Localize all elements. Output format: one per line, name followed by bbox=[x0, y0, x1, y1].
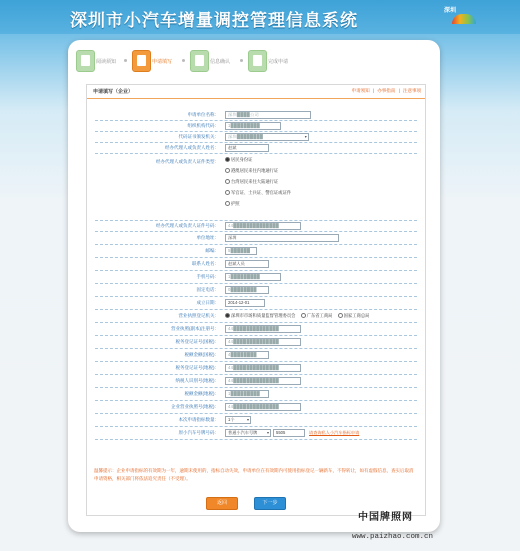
org-code-input[interactable]: 1█████████ bbox=[225, 122, 281, 130]
link-application-notice[interactable]: 申请须知 bbox=[351, 88, 370, 93]
radio-icon bbox=[225, 190, 230, 195]
step-indicator bbox=[76, 46, 376, 76]
agent-id-number-input[interactable]: 44██████████████ bbox=[225, 222, 301, 230]
site-title: 深圳市小汽车增量调控管理信息系统 bbox=[70, 11, 358, 30]
form-row-agent-id-type bbox=[95, 153, 417, 221]
business-license-local-input[interactable]: 44██████████████ bbox=[225, 403, 301, 411]
field-label: 经办代理人或负责人证件号码： bbox=[156, 223, 219, 228]
watermark-title: 中国牌照网 bbox=[358, 512, 413, 523]
next-button[interactable]: 下一步 bbox=[254, 497, 286, 510]
field-label: 税额金额(国税)： bbox=[184, 352, 219, 357]
id-type-option[interactable]: 军官证、士兵证、警官证或证件 bbox=[225, 190, 291, 201]
local-tax-no-input[interactable]: 44██████████████ bbox=[225, 364, 301, 372]
local-tax-amount-input[interactable]: 1█████████ bbox=[225, 390, 269, 398]
field-label: 营业执照登记机关： bbox=[178, 313, 219, 318]
field-label: 组织机构代码： bbox=[187, 123, 219, 128]
form-row-local-taxpayer-id bbox=[95, 374, 417, 388]
watermark-url: www.paizhao.com.cn bbox=[352, 533, 434, 541]
id-type-option[interactable]: 台湾居民来往大陆通行证 bbox=[225, 179, 291, 190]
application-form-panel bbox=[86, 84, 426, 516]
edit-icon bbox=[132, 50, 151, 72]
logo bbox=[444, 5, 482, 27]
postcode-input[interactable]: 5██████ bbox=[225, 247, 257, 255]
step-label: 阅读须知 bbox=[96, 59, 117, 65]
checkmark-icon bbox=[248, 50, 267, 72]
field-label: 税额金额(地税)： bbox=[184, 391, 219, 396]
license-authority-option[interactable]: 国家工商总局 bbox=[338, 313, 370, 318]
field-label: 原小汽车号牌号码： bbox=[178, 430, 219, 435]
field-label: 税务登记证号(国税)： bbox=[175, 339, 219, 344]
form-row-quota-count bbox=[95, 413, 417, 427]
field-label: 代码证书颁发机关： bbox=[178, 134, 219, 139]
form-row-phone bbox=[95, 283, 417, 297]
field-label: 企业营业执照号(地税)： bbox=[171, 404, 219, 409]
field-label: 纳税人识别号(地税)： bbox=[175, 378, 219, 383]
license-authority-option[interactable]: 深圳市市场和质量监督管理委员会 bbox=[225, 313, 295, 318]
company-name-input[interactable]: 深圳████公司 bbox=[225, 111, 311, 119]
form-row-contact-name bbox=[95, 257, 417, 271]
step-separator bbox=[240, 59, 243, 62]
form-row-mobile bbox=[95, 270, 417, 284]
step-label: 完成申请 bbox=[268, 59, 289, 65]
license-authority-option[interactable]: 广东省工商局 bbox=[301, 313, 333, 318]
form-row-national-tax-no bbox=[95, 335, 417, 349]
logo-icon bbox=[452, 14, 476, 24]
form-row-national-tax-amount bbox=[95, 348, 417, 362]
local-taxpayer-id-input[interactable]: 44██████████████ bbox=[225, 377, 301, 385]
national-tax-amount-input[interactable]: 4████████ bbox=[225, 351, 269, 359]
radio-icon bbox=[338, 313, 343, 318]
id-type-radio-group bbox=[225, 157, 291, 212]
radio-icon bbox=[225, 201, 230, 206]
mobile-input[interactable]: 1█████████ bbox=[225, 273, 281, 281]
field-label: 固定电话： bbox=[196, 287, 219, 292]
id-type-option[interactable]: 护照 bbox=[225, 201, 291, 212]
cert-authority-select[interactable]: 深圳████████ ▾ bbox=[225, 133, 309, 141]
form-row-local-tax-amount bbox=[95, 387, 417, 401]
address-input[interactable]: 深圳 bbox=[225, 234, 339, 242]
link-separator: | bbox=[372, 88, 375, 93]
id-type-option[interactable]: 港澳居民来往内地通行证 bbox=[225, 168, 291, 179]
panel-header bbox=[87, 85, 425, 99]
field-label: 申请单位名称： bbox=[187, 112, 219, 117]
panel-title: 申请填写（企业） bbox=[93, 89, 134, 95]
form-row-postcode bbox=[95, 244, 417, 258]
step-label: 信息确认 bbox=[210, 59, 231, 65]
printer-icon bbox=[190, 50, 209, 72]
link-guide[interactable]: 办事指南 bbox=[377, 88, 396, 93]
step-label: 申请填写 bbox=[152, 59, 173, 65]
radio-icon bbox=[225, 168, 230, 173]
notice-text: 温馨提示：企业申请指标的有效期为一年，逾期未使用的，指标自动失效，申请单位在有效期内可使用指标登记一辆新车，不得转让，如有虚假信息，查实后取消申请资格，相关部门将依法追究责任（不受理）。 bbox=[94, 468, 414, 481]
link-notes[interactable]: 注意事项 bbox=[403, 88, 421, 93]
phone-input[interactable]: 0████████ bbox=[225, 286, 269, 294]
license-number-input[interactable]: 44██████████████ bbox=[225, 325, 301, 333]
national-tax-no-input[interactable]: 44██████████████ bbox=[225, 338, 301, 346]
step-separator bbox=[182, 59, 185, 62]
founding-date-input[interactable]: 2014-12-01 bbox=[225, 299, 265, 307]
link-separator: | bbox=[398, 88, 400, 93]
field-label: 税务登记证号(地税)： bbox=[175, 365, 219, 370]
contact-name-input[interactable]: 赵斌人员 bbox=[225, 260, 269, 268]
license-authority-radio-group bbox=[225, 313, 373, 319]
logo-text: 深圳 bbox=[444, 8, 457, 14]
form-row-old-plate bbox=[95, 426, 417, 440]
panel-links bbox=[350, 88, 421, 94]
back-button[interactable]: 返回 bbox=[206, 497, 238, 510]
form-row-business-license-local bbox=[95, 400, 417, 414]
plate-type-select[interactable]: 普通小汽车号牌 ▾ bbox=[225, 429, 271, 437]
field-label: 成立日期： bbox=[196, 300, 219, 305]
field-label: 经办代理人或负责人证件类型： bbox=[156, 159, 219, 164]
form-row-founding-date bbox=[95, 296, 417, 310]
document-icon bbox=[76, 50, 95, 72]
field-label: 邮编： bbox=[205, 248, 219, 253]
form-row-license-authority bbox=[95, 309, 417, 323]
quota-count-select[interactable]: 1个 ▾ bbox=[225, 416, 251, 424]
radio-icon bbox=[225, 157, 230, 162]
step-separator bbox=[124, 59, 127, 62]
field-label: 本次申请指标数量： bbox=[178, 417, 219, 422]
form-row-license-number bbox=[95, 322, 417, 336]
field-label: 联系人姓名： bbox=[192, 261, 219, 266]
radio-icon bbox=[225, 313, 230, 318]
radio-icon bbox=[301, 313, 306, 318]
query-quota-link[interactable]: 请查询私人小汽车指标申请 bbox=[309, 430, 360, 435]
form-row-address bbox=[95, 231, 417, 245]
form-row-local-tax-no bbox=[95, 361, 417, 375]
field-label: 单位地址： bbox=[196, 235, 219, 240]
plate-number-input[interactable]: 5505 bbox=[273, 429, 305, 437]
field-label: 经办代理人或负责人姓名： bbox=[165, 145, 219, 150]
radio-icon bbox=[225, 179, 230, 184]
agent-name-input[interactable]: 赵斌 bbox=[225, 144, 269, 152]
field-label: 手机号码： bbox=[196, 274, 219, 279]
id-type-option[interactable]: 居民身份证 bbox=[225, 157, 291, 168]
field-label: 营业执照(副本)注册号： bbox=[171, 326, 219, 331]
